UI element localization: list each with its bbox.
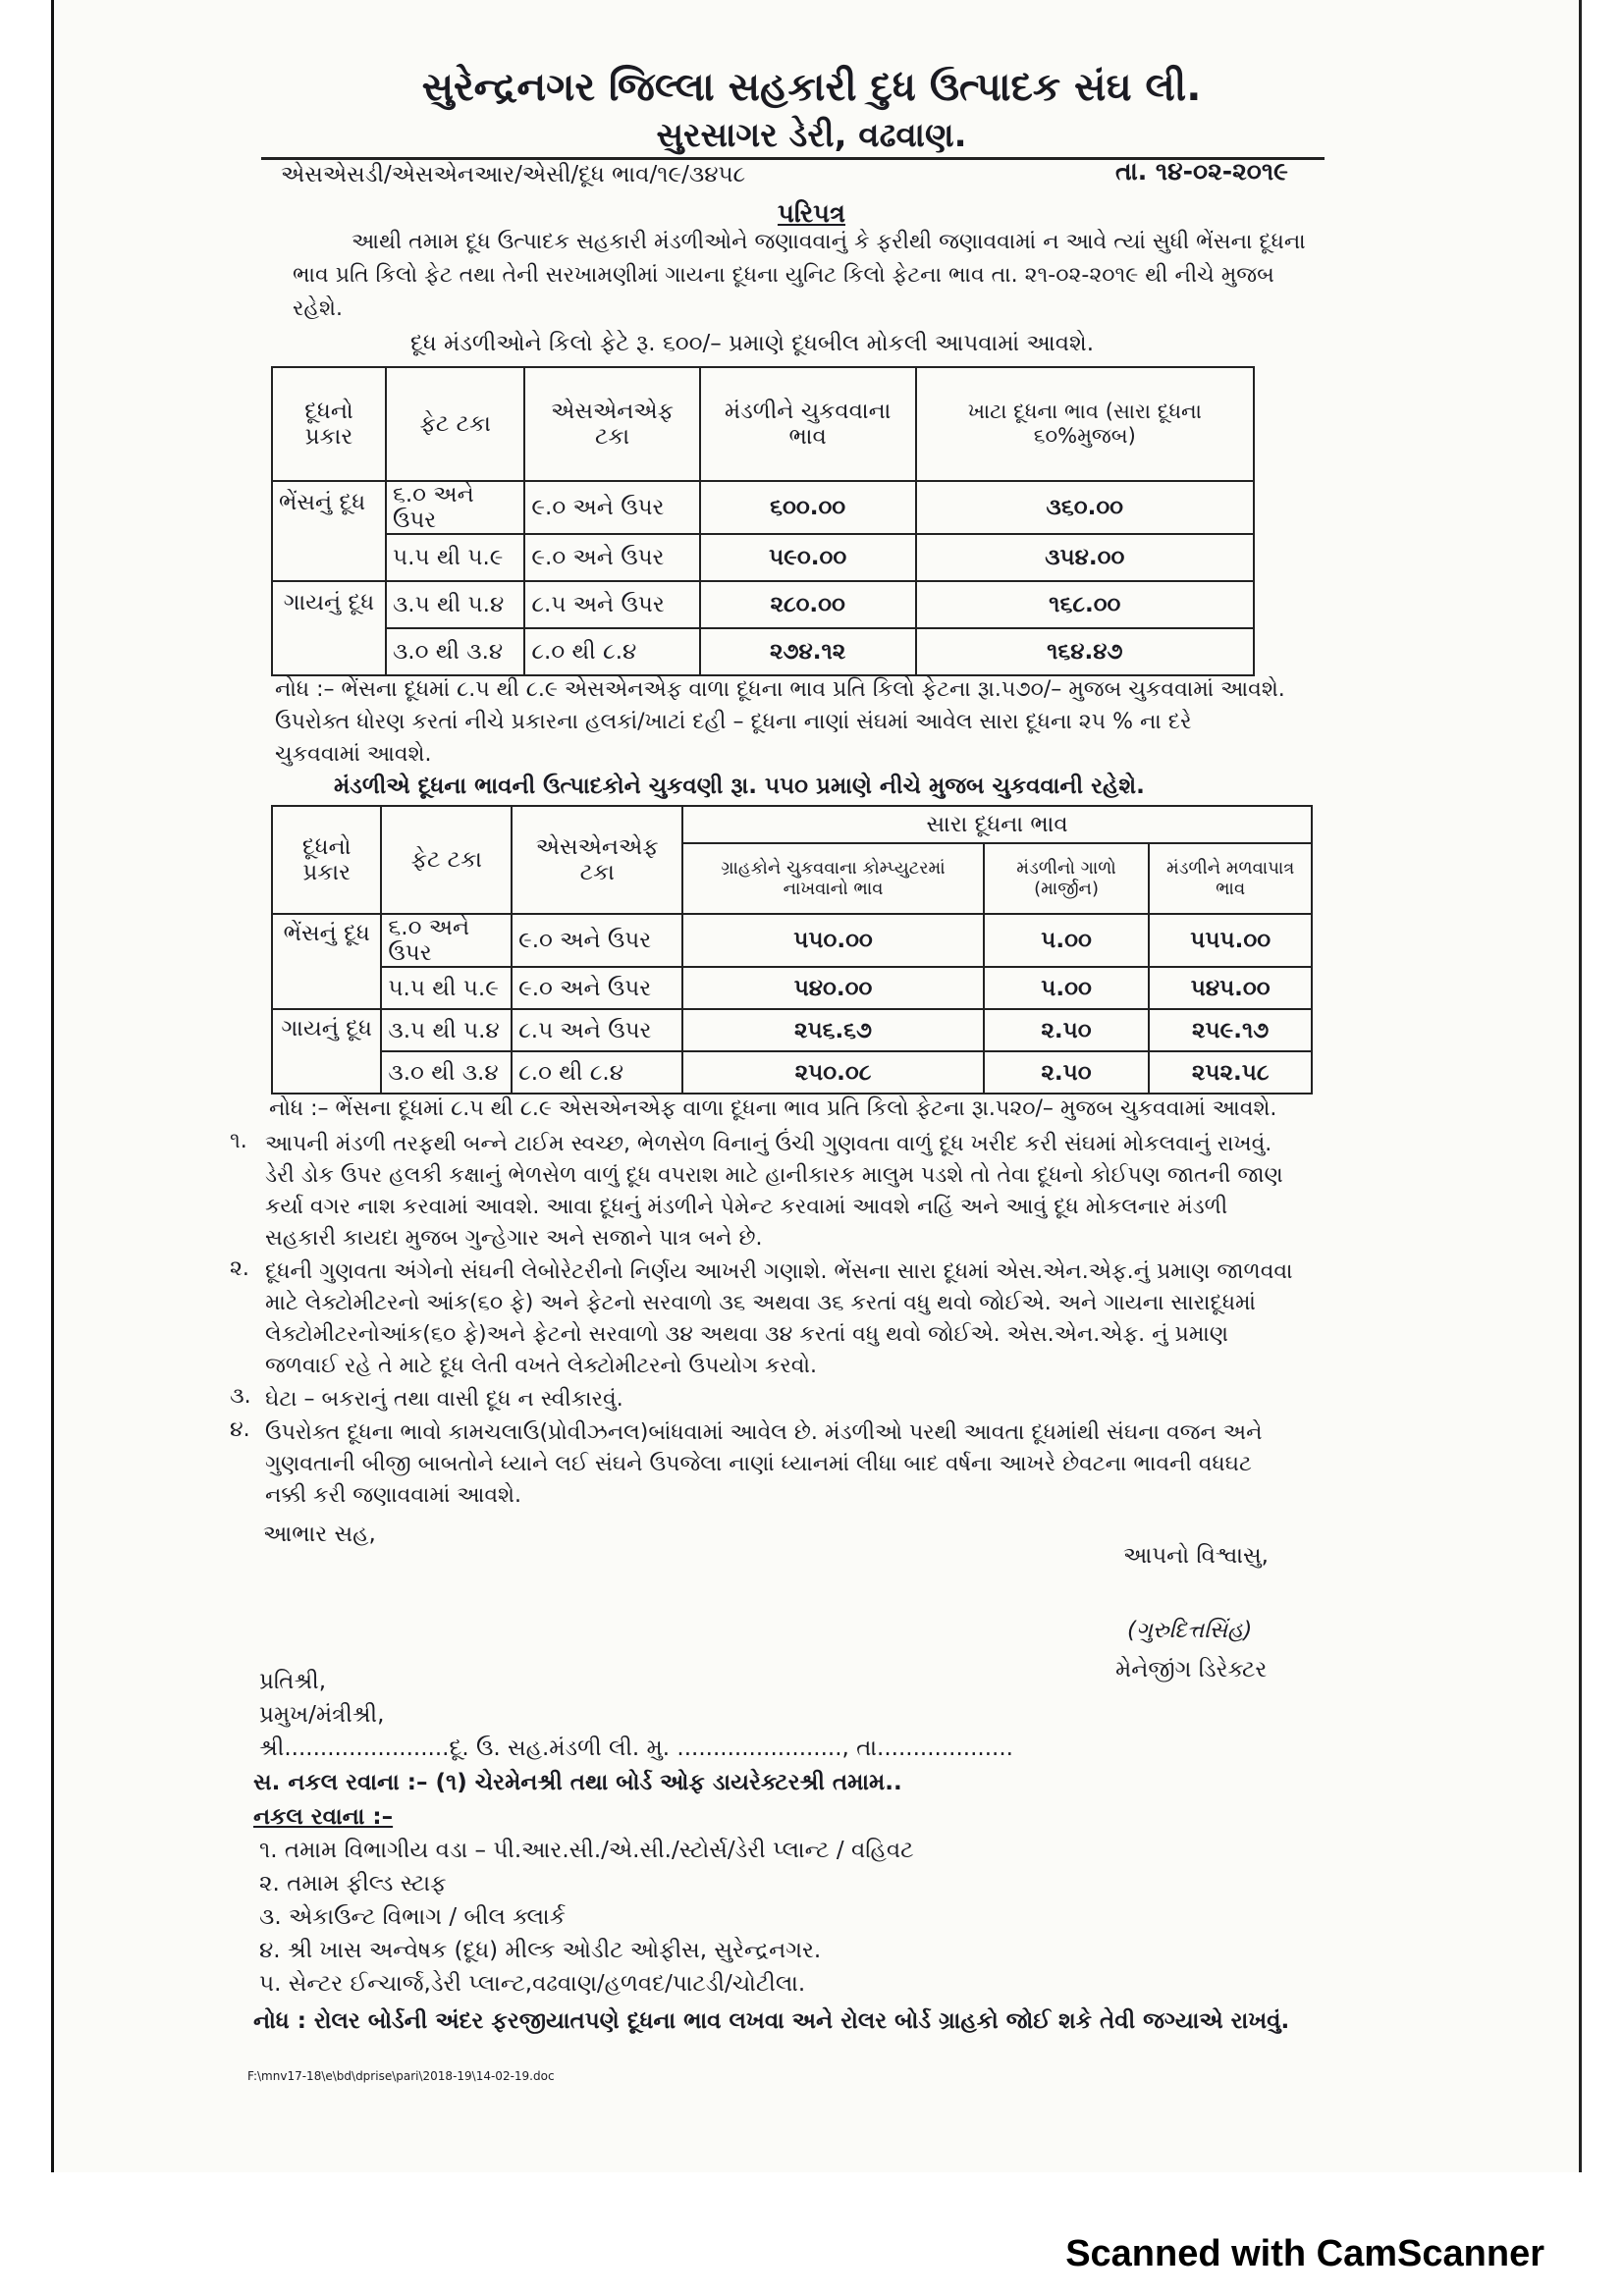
dairy-name: સુરસાગર ડેરી, વઢવાણ. <box>656 116 967 155</box>
camscanner-watermark: Scanned with CamScanner <box>1065 2233 1544 2274</box>
copy-item: ૩. એકાઉન્ટ વિભાગ / બીલ ક્લાર્ક <box>259 1904 566 1930</box>
table-row <box>272 628 1254 675</box>
reference-number: એસએસડી/એસએનઆર/એસી/દૂધ ભાવ/૧૯/૩૪૫૮ <box>281 162 746 187</box>
t1-sour: ૩૫૪.૦૦ <box>916 534 1254 581</box>
note-line: ચુકવવામાં આવશે. <box>275 742 432 767</box>
circular-title: પરિપત્ર <box>777 199 846 229</box>
t2-snf: ૯.૦ અને ઉપર <box>512 914 682 967</box>
t1-snf: ૯.૦ અને ઉપર <box>524 481 699 534</box>
t1-sour: ૧૬૮.૦૦ <box>916 581 1254 628</box>
note-line: ઉપરોક્ત ધોરણ કરતાં નીચે પ્રકારના હલકાં/ખાટાં દહી – દૂધના નાણાં સંઘમાં આવેલ સારા દૂધના ૨૫ % ના દરે <box>275 710 1192 734</box>
point-text: ઘેટા – બકરાનું તથા વાસી દૂધ ન સ્વીકારવું. <box>265 1387 623 1412</box>
t1-snf: ૮.૦ થી ૮.૪ <box>524 628 699 675</box>
producer-rate-table <box>271 805 1313 1095</box>
table-row <box>272 967 1312 1009</box>
t1-header-sour: ખાટા દૂધના ભાવ (સારા દૂધના ૬૦%મુજબ) <box>916 367 1254 481</box>
t1-header-fat: ફેટ ટકા <box>386 367 524 481</box>
t2-header-snf: એસએનએફ ટકા <box>512 806 682 914</box>
copy-title: નકલ રવાના :– <box>253 1804 394 1830</box>
t2-comp: ૫૫૦.૦૦ <box>682 914 983 967</box>
t2-header-due: મંડળીને મળવાપાત્ર ભાવ <box>1149 843 1312 914</box>
t2-type-cow: ગાયનું દૂધ <box>272 1009 381 1094</box>
t1-header-type: દૂધનો પ્રકાર <box>272 367 386 481</box>
t1-type-buffalo: ભેંસનું દૂધ <box>272 481 386 581</box>
table-row <box>272 1051 1312 1094</box>
organization-name: સુરેન્દ્રનગર જિલ્લા સહકારી દુધ ઉત્પાદક સંઘ લી. <box>421 65 1202 110</box>
t2-fat: ૩.૫ થી ૫.૪ <box>381 1009 512 1051</box>
t2-margin: ૫.૦૦ <box>984 967 1150 1009</box>
t2-due: ૨૫૨.૫૮ <box>1149 1051 1312 1094</box>
point-number: ૧. <box>230 1129 247 1153</box>
t2-header-margin: મંડળીનો ગાળો (માર્જીન) <box>984 843 1150 914</box>
point-text: દૂધની ગુણવતા અંગેનો સંઘની લેબોરેટરીનો નિર્ણય આખરી ગણાશે. ભેંસના સારા દૂધમાં એસ.એન.એફ.નું પ્રમાણ જાળવવા માટે લેક્ટોમીટરનો આંક(૬૦ ફે) અને ફેટનો સરવાળો ૩૬ અથવા ૩૬ કરતાં વધુ થવો જોઈએ. અને ગાયના સારાદૂધમાં લેક્ટોમીટરનોઆંક(૬૦ ફે)અને ફેટનો સરવાળો ૩૪ અથવા ૩૪ કરતાં વધુ થવો જોઈએ. એસ.એન.એફ. નું પ્રમાણ જળવાઈ રહે તે માટે દૂધ લેતી વખતે લેક્ટોમીટરનો ઉપયોગ કરવો. <box>265 1259 1293 1378</box>
copy-line: સ. નકલ રવાના :– (૧) ચેરમેનશ્રી તથા બોર્ડ ઓફ ડાયરેક્ટરશ્રી તમામ.. <box>253 1770 902 1795</box>
t2-type-buffalo: ભેંસનું દૂધ <box>272 914 381 1009</box>
circular-date: તા. ૧૪-૦૨-૨૦૧૯ <box>1115 157 1288 186</box>
address-to2: પ્રમુખ/મંત્રીશ્રી, <box>259 1702 385 1728</box>
signatory-name: (ગુરુદિત્તસિંહ) <box>1127 1618 1253 1643</box>
file-path: F:\mnv17-18\e\bd\dprise\pari\2018-19\14-02-19.doc <box>247 2069 555 2083</box>
t2-comp: ૨૫૬.૬૭ <box>682 1009 983 1051</box>
t1-snf: ૮.૫ અને ઉપર <box>524 581 699 628</box>
t1-rate: ૨૭૪.૧૨ <box>700 628 916 675</box>
t2-fat: ૫.૫ થી ૫.૯ <box>381 967 512 1009</box>
point-number: ૩. <box>230 1384 251 1409</box>
t2-header-good-milk: સારા દૂધના ભાવ <box>682 806 1312 843</box>
point-number: ૨. <box>230 1256 249 1281</box>
t1-fat: ૩.૫ થી ૫.૪ <box>386 581 524 628</box>
table-row <box>272 1009 1312 1051</box>
t1-snf: ૯.૦ અને ઉપર <box>524 534 699 581</box>
address-to: પ્રતિશ્રી, <box>259 1669 327 1694</box>
t1-fat: ૫.૫ થી ૫.૯ <box>386 534 524 581</box>
t2-header-fat: ફેટ ટકા <box>381 806 512 914</box>
t1-rate: ૫૯૦.૦૦ <box>700 534 916 581</box>
t1-sour: ૧૬૪.૪૭ <box>916 628 1254 675</box>
table-row <box>272 914 1312 967</box>
t2-margin: ૫.૦૦ <box>984 914 1150 967</box>
point-text: ઉપરોક્ત દૂધના ભાવો કામચલાઉ(પ્રોવીઝનલ)બાંધવામાં આવેલ છે. મંડળીઓ પરથી આવતા દૂધમાંથી સંઘના વજન અને ગુણવતાની બીજી બાબતોને ધ્યાને લઈ સંઘને ઉપજેલા નાણાં ધ્યાનમાં લીધા બાદ વર્ષના આખરે છેવટના ભાવની વધઘટ નક્કી કરી જણાવવામાં આવશે. <box>265 1420 1263 1508</box>
address-line: શ્રી.......................દૂ. ઉ. સહ.મંડળી લી. મુ. ......................., તા................... <box>259 1735 1013 1761</box>
t2-snf: ૮.૫ અને ઉપર <box>512 1009 682 1051</box>
note2: નોધ :– ભેંસના દૂધમાં ૮.૫ થી ૮.૯ એસએનએફ વાળા દૂધના ભાવ પ્રતિ કિલો ફેટના રૂા.૫૨૦/– મુજબ ચુકવવામાં આવશે. <box>269 1096 1277 1121</box>
thanks-text: આભાર સહ, <box>263 1522 376 1547</box>
t2-snf: ૯.૦ અને ઉપર <box>512 967 682 1009</box>
intro-paragraph: આથી તમામ દૂધ ઉત્પાદક સહકારી મંડળીઓને જણાવવાનું કે ફરીથી જણાવવામાં ન આવે ત્યાં સુધી ભેંસના દૂધના ભાવ પ્રતિ કિલો ફેટ તથા તેની સરખામણીમાં ગાયના દૂધના યુનિટ કિલો ફેટના ભાવ તા. ૨૧-૦૨-૨૦૧૯ થી નીચે મુજબ રહેશે. <box>293 230 1306 321</box>
t1-rate: ૬૦૦.૦૦ <box>700 481 916 534</box>
t2-header-type: દૂધનો પ્રકાર <box>272 806 381 914</box>
table2-intro: મંડળીએ દૂધના ભાવની ઉત્પાદકોને ચુકવણી રૂા. ૫૫૦ પ્રમાણે નીચે મુજબ ચુકવવાની રહેશે. <box>334 774 1145 799</box>
t2-due: ૫૫૫.૦૦ <box>1149 914 1312 967</box>
yours-faithfully: આપનો વિશ્વાસુ, <box>1123 1543 1269 1569</box>
t1-sour: ૩૬૦.૦૦ <box>916 481 1254 534</box>
t2-header-computer: ગ્રાહકોને ચુકવવાના કોમ્પ્યુટરમાં નાખવાનો ભાવ <box>682 843 983 914</box>
point-text: આપની મંડળી તરફથી બન્ને ટાઈમ સ્વચ્છ, ભેળસેળ વિનાનું ઉંચી ગુણવતા વાળું દૂધ ખરીદ કરી સંઘમાં મોકલવાનું રાખવું. ડેરી ડોક ઉપર હલકી કક્ષાનું ભેળસેળ વાળું દૂધ વપરાશ માટે હાનીકારક માલુમ પડશે તો તેવા દૂધનો કોઈપણ જાતની જાણ કર્યા વગર નાશ કરવામાં આવશે. આવા દૂધનું મંડળીને પેમેન્ટ કરવામાં આવશે નહિં અને આવું દૂધ મોકલનાર મંડળી સહકારી કાયદા મુજબ ગુન્હેગાર અને સજાને પાત્ર બને છે. <box>265 1132 1283 1251</box>
copy-item: ૫. સેન્ટર ઈન્ચાર્જ,ડેરી પ્લાન્ટ,વઢવાણ/હળવદ/પાટડી/ચોટીલા. <box>259 1971 806 1997</box>
t2-margin: ૨.૫૦ <box>984 1009 1150 1051</box>
copy-item: ૨. તમામ ફીલ્ડ સ્ટાફ <box>259 1871 447 1896</box>
t2-due: ૨૫૯.૧૭ <box>1149 1009 1312 1051</box>
t1-fat: ૩.૦ થી ૩.૪ <box>386 628 524 675</box>
t2-comp: ૨૫૦.૦૮ <box>682 1051 983 1094</box>
t2-snf: ૮.૦ થી ૮.૪ <box>512 1051 682 1094</box>
point-number: ૪. <box>230 1417 250 1442</box>
t2-fat: ૩.૦ થી ૩.૪ <box>381 1051 512 1094</box>
designation: મેનેજીંગ ડિરેક્ટર <box>1115 1657 1268 1682</box>
milk-rate-table <box>271 366 1255 676</box>
t1-header-snf: એસએનએફ ટકા <box>524 367 699 481</box>
final-note: નોધ : રોલર બોર્ડની અંદર ફરજીયાતપણે દૂધના ભાવ લખવા અને રોલર બોર્ડ ગ્રાહકો જોઈ શકે તેવી જગ્યાએ રાખવું. <box>253 2008 1290 2034</box>
note-line: નોધ :– ભેંસના દૂધમાં ૮.૫ થી ૮.૯ એસએનએફ વાળા દૂધના ભાવ પ્રતિ કિલો ફેટના રૂા.૫૭૦/– મુજબ ચુકવવામાં આવશે. <box>275 677 1285 702</box>
t2-margin: ૨.૫૦ <box>984 1051 1150 1094</box>
t2-comp: ૫૪૦.૦૦ <box>682 967 983 1009</box>
t2-fat: ૬.૦ અને ઉપર <box>381 914 512 967</box>
t1-rate: ૨૮૦.૦૦ <box>700 581 916 628</box>
t1-fat: ૬.૦ અને ઉપર <box>386 481 524 534</box>
t2-due: ૫૪૫.૦૦ <box>1149 967 1312 1009</box>
copy-item: ૪. શ્રી ખાસ અન્વેષક (દૂધ) મીલ્ક ઓડીટ ઓફીસ, સુરેન્દ્રનગર. <box>259 1938 822 1963</box>
t1-type-cow: ગાયનું દૂધ <box>272 581 386 675</box>
table-row <box>272 534 1254 581</box>
copy-item: ૧. તમામ વિભાગીય વડા – પી.આર.સી./એ.સી./સ્ટોર્સ/ડેરી પ્લાન્ટ / વહિવટ <box>259 1838 914 1863</box>
bill-line: દૂધ મંડળીઓને કિલો ફેટે રૂ. ૬૦૦/– પ્રમાણે દૂધબીલ મોકલી આપવામાં આવશે. <box>410 331 1095 356</box>
table-row <box>272 481 1254 534</box>
table-row <box>272 581 1254 628</box>
t1-header-rate: મંડળીને ચુકવવાના ભાવ <box>700 367 916 481</box>
